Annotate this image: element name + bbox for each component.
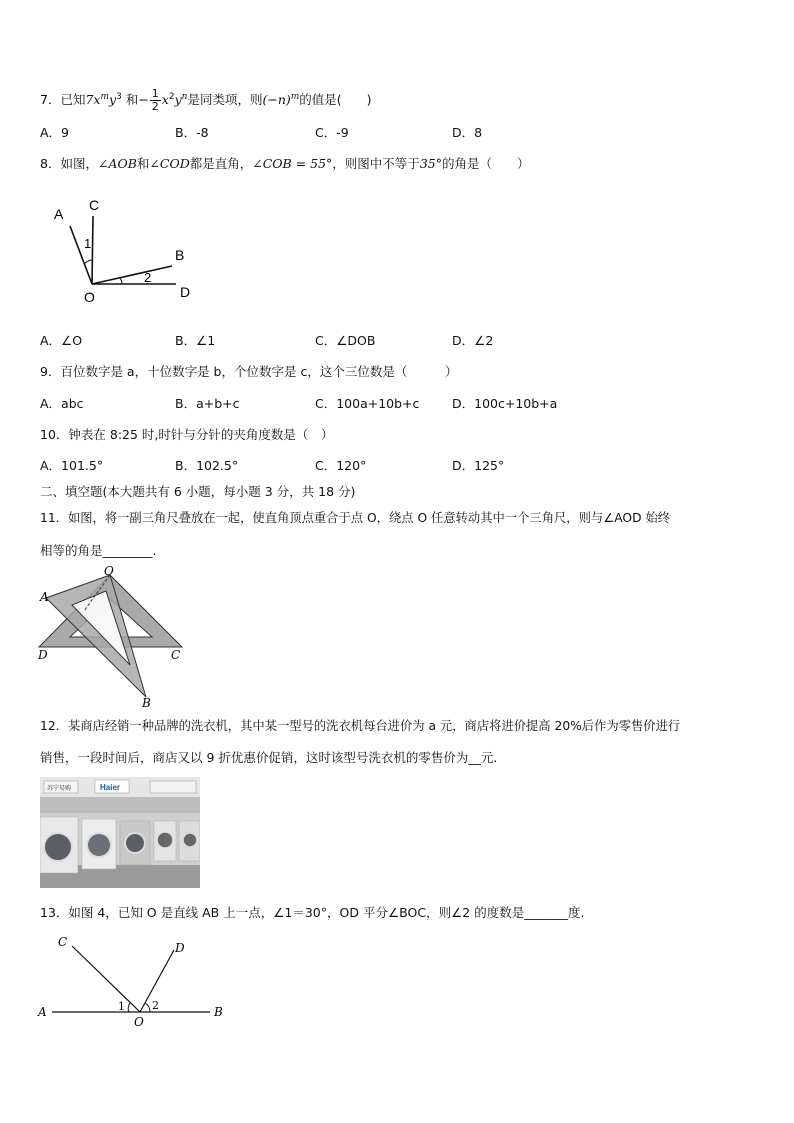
question-8: 8．如图，∠AOB和∠COD都是直角，∠COB = 55°，则图中不等于35°的角是（ ） (40, 156, 530, 171)
label-c: C (89, 197, 100, 213)
arc-angle-2 (120, 278, 122, 284)
label-o: O (134, 1015, 144, 1029)
label-d: D (180, 284, 191, 300)
arc-angle-2 (145, 1003, 150, 1012)
question-7: 7．已知$7x^my^3$ 和− $\frac{1}{2}$ $x^2y^n$是同类项，则$(-n)^m$的值是( ) (40, 87, 372, 114)
question-10: 10．钟表在 8:25 时,时针与分针的夹角度数是（ ） (40, 427, 334, 442)
label-a: A (38, 1005, 47, 1019)
store-sign: 苏宁易购 (47, 785, 72, 792)
label-a: A (54, 206, 64, 222)
washing-machine-store-photo (40, 777, 200, 888)
section-heading-fill-in: 二、填空题(本大题共有 6 小题，每小题 3 分，共 18 分) (40, 484, 356, 499)
q7-option-b[interactable]: B．-8 (175, 125, 209, 140)
question-12-line-1: 12．某商店经销一种品牌的洗衣机，其中某一型号的洗衣机每台进价为 a 元，商店将进价提高 20%后作为零售价进行 (40, 719, 681, 733)
q7-option-a[interactable]: A．9 (40, 125, 70, 140)
q7-option-c[interactable]: C．-9 (315, 125, 349, 140)
label-1: 1 (84, 236, 92, 251)
arc-angle-1 (128, 1003, 130, 1012)
label-b: B (175, 247, 185, 263)
label-1: 1 (118, 1000, 125, 1013)
label-o: O (84, 289, 95, 305)
q8-option-b[interactable]: B．∠1 (175, 333, 216, 348)
q9-option-a[interactable]: A．abc (40, 396, 84, 411)
q7-options (40, 124, 600, 142)
q9-option-d[interactable]: D．100c+10b+a (452, 396, 558, 411)
term-7x: 7x (85, 92, 101, 108)
q13-angle-figure (34, 930, 234, 1030)
question-12-line-2: 销售，一段时间后，商店又以 9 折优惠价促销，这时该型号洗衣机的零售价为__元. (40, 750, 498, 765)
question-11-line-2: 相等的角是________. (40, 543, 157, 558)
q8-option-a[interactable]: A．∠O (40, 333, 83, 348)
q8-options (40, 332, 600, 350)
q9-option-b[interactable]: B．a+b+c (175, 396, 240, 411)
q10-option-b[interactable]: B．102.5° (175, 458, 239, 473)
label-a: A (40, 590, 49, 604)
ray-oc (92, 216, 93, 284)
q7-option-d[interactable]: D．8 (452, 125, 483, 140)
q10-option-a[interactable]: A．101.5° (40, 458, 104, 473)
q10-option-c[interactable]: C．120° (315, 458, 367, 473)
label-b: B (214, 1005, 223, 1019)
ray-ob (92, 266, 172, 284)
ray-oa (70, 226, 92, 284)
q11-triangle-rulers-figure (34, 565, 184, 710)
q8-option-d[interactable]: D．∠2 (452, 333, 494, 348)
question-9: 9．百位数字是 a，十位数字是 b，个位数字是 c，这个三位数是（ ） (40, 364, 458, 379)
q10-option-d[interactable]: D．125° (452, 458, 505, 473)
label-d: D (175, 941, 185, 955)
question-13: 13．如图 4，已知 O 是直线 AB 上一点，∠1＝30°，OD 平分∠BOC，则∠2 的度数是_______度. (40, 905, 585, 920)
fraction-one-half: $\frac{1}{2}$ (151, 87, 159, 114)
label-c: C (58, 935, 68, 949)
haier-sign: Haier (100, 783, 121, 792)
ray-oc (72, 946, 140, 1012)
label-c: C (171, 648, 181, 662)
q10-options (40, 457, 600, 475)
q9-options (40, 395, 600, 413)
label-2: 2 (144, 270, 152, 285)
store-scene (40, 777, 200, 888)
label-o: O (104, 565, 114, 578)
q8-angle-figure (40, 190, 210, 310)
label-d: D (38, 648, 48, 662)
question-11-line-1: 11．如图，将一副三角尺叠放在一起，使直角顶点重合于点 O，绕点 O 任意转动其中一个三角尺，则与∠AOD 始终 (40, 511, 671, 525)
label-b: B (142, 696, 151, 710)
label-2: 2 (152, 999, 159, 1012)
q8-option-c[interactable]: C．∠DOB (315, 333, 376, 348)
q9-option-c[interactable]: C．100a+10b+c (315, 396, 420, 411)
